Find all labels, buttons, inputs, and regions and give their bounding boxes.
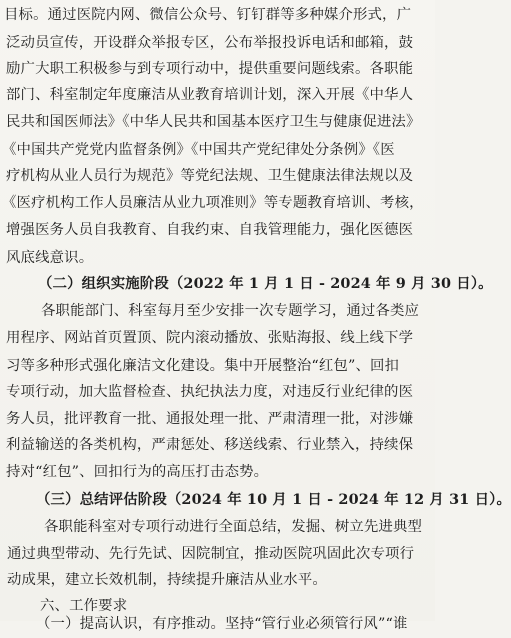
section-heading-evaluation: （三）总结评估阶段（2024 年 10 月 1 日 - 2024 年 12 月 31 日）。 [36, 491, 511, 508]
text-line-7: 疗机构从业人员行为规范》等党纪法规、卫生健康法律法规以及 [6, 168, 414, 184]
text-line-10: 风底线意识。 [6, 250, 94, 266]
text-line-18: 持对“红包”、回扣行为的高压打击态势。 [6, 464, 269, 480]
text-line-13: 用程序、网站首页置顶、院内滚动播放、张贴海报、线上线下学 [6, 330, 414, 346]
text-line-2: 泛动员宣传，开设群众举报专区，公布举报投诉电话和邮箱，鼓 [6, 35, 414, 51]
text-line-12: 各职能部门、科室每月至少安排一次专题学习，通过各类应 [41, 303, 420, 319]
text-line-24: （一）提高认识，有序推动。坚持“管行业必须管行风”“谁 [36, 616, 408, 632]
text-line-3: 励广大职工积极参与到专项行动中，提供重要问题线索。各职能 [6, 61, 414, 77]
text-line-20: 各职能科室对专项行动进行全面总结，发掘、树立先进典型 [44, 519, 423, 535]
text-line-17: 利益输送的各类机构，严肃惩处、移送线索、行业禁入，持续保 [6, 437, 414, 453]
text-line-8: 《医疗机构工作人员廉洁从业九项准则》等专题教育培训、考核， [2, 195, 424, 211]
text-line-16: 务人员，批评教育一批、通报处理一批、严肃清理一批，对涉嫌 [6, 411, 414, 427]
text-line-1: 目标。通过医院内网、微信公众号、钉钉群等多种媒介形式，广 [4, 7, 412, 23]
text-line-21: 通过典型带动、先行先试、因院制宜，推动医院巩固此次专项行 [7, 546, 415, 562]
text-line-9: 增强医务人员自我教育、自我约束、自我管理能力，强化医德医 [6, 222, 414, 238]
text-line-15: 专项行动，加大监督检查、执纪执法力度，对违反行业纪律的医 [6, 384, 414, 400]
text-line-22: 动成果，建立长效机制，持续提升廉洁从业水平。 [7, 572, 327, 588]
text-line-4: 部门、科室制定年度廉洁从业教育培训计划，深入开展《中华人 [6, 87, 414, 103]
section-heading-work-requirements: 六、工作要求 [40, 598, 128, 614]
section-heading-implementation: （二）组织实施阶段（2022 年 1 月 1 日 - 2024 年 9 月 30 日）。 [38, 275, 493, 292]
text-line-5: 民共和国医师法》《中华人民共和国基本医疗卫生与健康促进法》 [6, 114, 421, 130]
text-line-14: 习等多种形式强化廉洁文化建设。集中开展整治“红包”、回扣 [6, 358, 400, 374]
text-line-6: 《中国共产党党内监督条例》《中国共产党纪律处分条例》《医 [2, 142, 395, 158]
